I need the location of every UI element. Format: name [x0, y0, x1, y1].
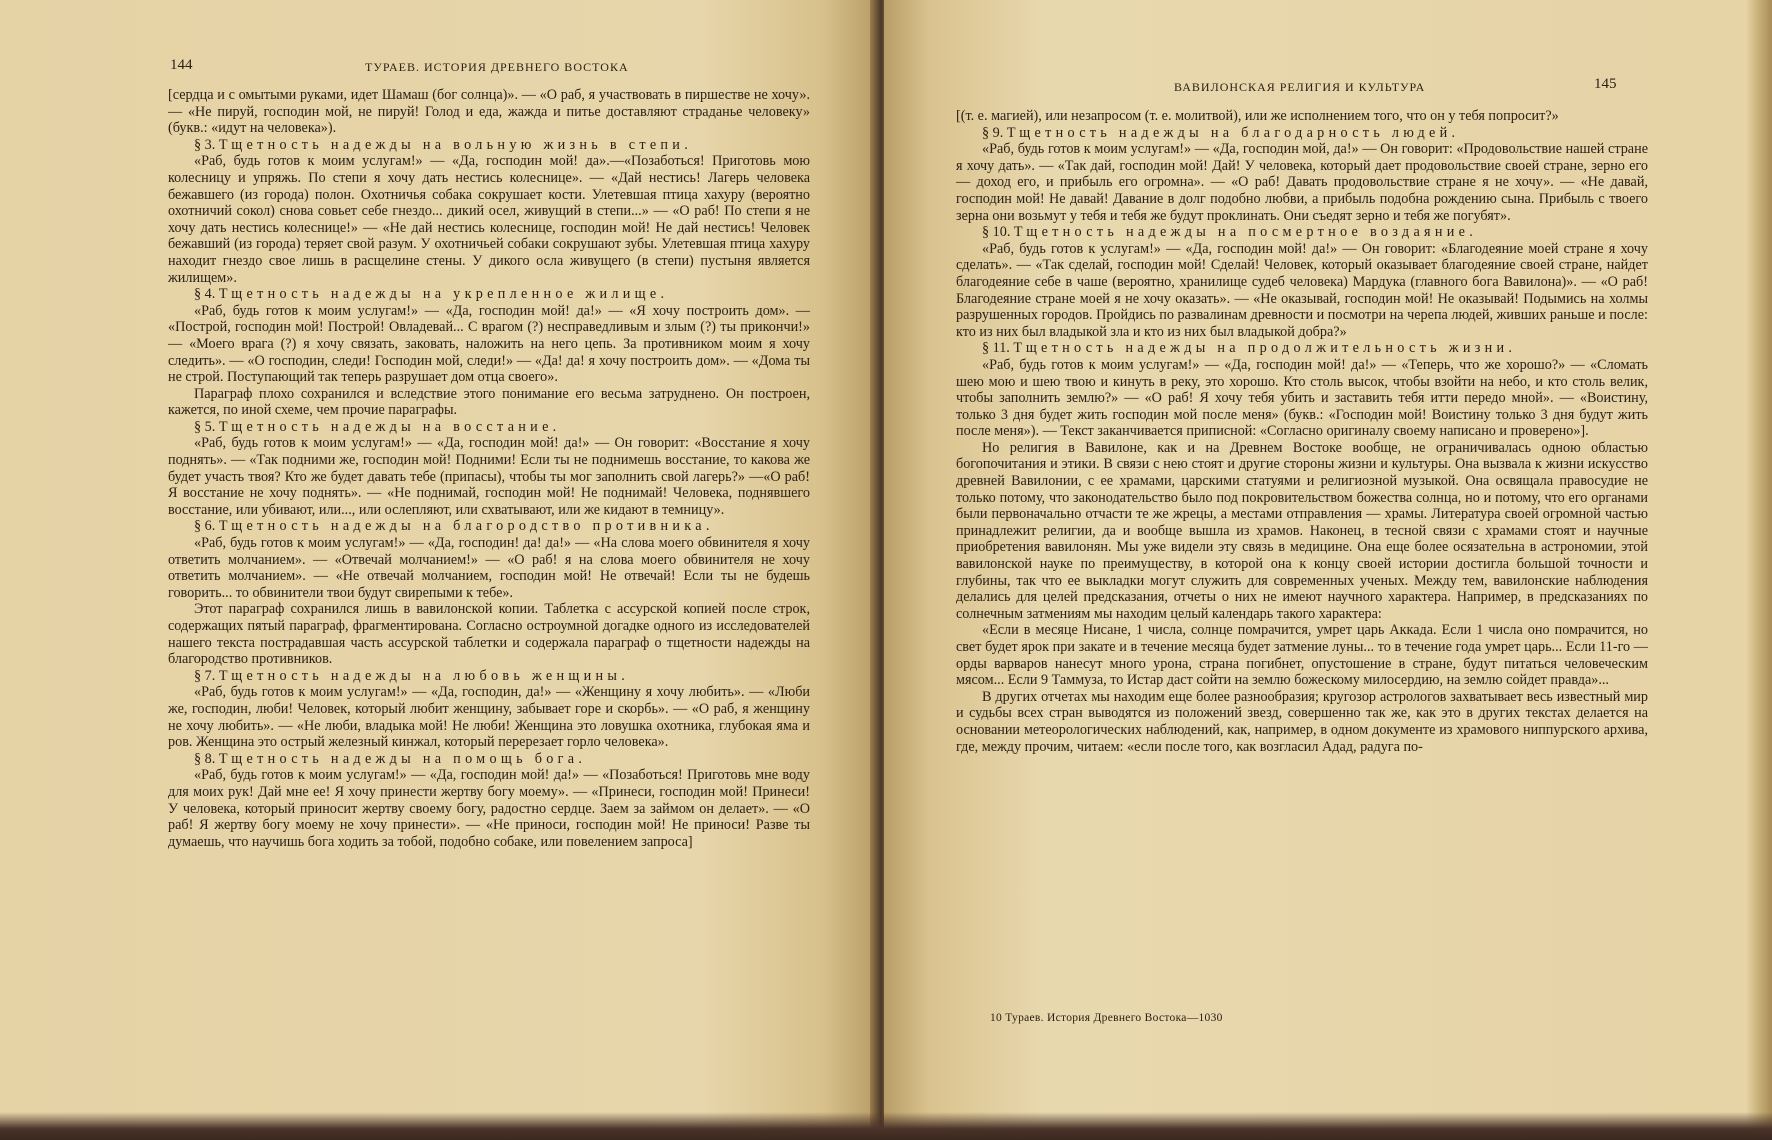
body-paragraph: «Раб, будь готов к моим услугам!» — «Да, господин мой! да!» — Он говорит: «Восстание я хочу поднять». — «Так подними же, господин мой! Подними! Если ты не поднимешь восстание, то какова же будет участь твоя? Кто же будет давать тебе (припасы), чтобы ты мог заполнить свой лагерь?» —«О раб! Я восстание не хочу поднять». — «Не поднимай, господин мой! Не поднимай! Человека, поднявшего восстание, или убивают, или..., или ослепляют, или схватывают, или же кидают в темницу».	[168, 435, 810, 518]
section-title: Тщетность надежды на посмертное воздаяние.	[1013, 224, 1478, 241]
body-paragraph: В других отчетах мы находим еще более разнообразия; кругозор астрологов захватывает весь известный мир и судьбы всех стран выводятся из положений звезд, совершенно так же, как это в других текстах делается на основании метеорологических наблюдений, как, например, в одном документе из храмового ниппурского архива, где, между прочим, читаем: «если после того, как возгласил Адад, радуга по-	[956, 688, 1648, 755]
section-title: Тщетность надежды на благодарность людей.	[1006, 124, 1460, 141]
body-paragraph: [(т. е. магией), или незапросом (т. е. молитвой), или же исполнением того, что он у тебя попросит?»	[956, 108, 1559, 124]
left-page	[0, 0, 876, 1140]
body-paragraph: Параграф плохо сохранился и вследствие этого понимание его весьма затруднено. Он построен, кажется, по иной схеме, чем прочие параграфы.	[168, 385, 810, 419]
body-paragraph: «Раб, будь готов к услугам!» — «Да, господин мой! да!» — Он говорит: «Благодеяние моей стране я хочу сделать». — «Так сделай, господин мой! Сделай! Человек, который оказывает благодеяние своей стране, найдет благодеяние себе в чаше (вероятно, хранилище судеб человека) Мардука (главного бога Вавилона)». — «О раб! Благодеяние стране моей я не хочу оказать». — «Не оказывай, господин мой! Не оказывай! Подымись на холмы разрушенных городов. Пройдись по развалинам древности и посмотри на черепа людей, живших раньше и после: кто из них был владыкой зла и кто из них был владыкой добра?»	[956, 240, 1648, 340]
section-heading	[168, 751, 810, 768]
section-title: Тщетность надежды на восстание.	[218, 418, 561, 435]
section-title: Тщетность надежды на помощь бога.	[218, 750, 587, 767]
body-paragraph: «Раб, будь готов к моим услугам!» — «Да, господин мой! да».—«Позаботься! Приготовь мою колесницу и упряжь. По степи я хочу дать нестись колеснице». — «Дай нестись! Лагерь человека бежавшего (из города) полон. Охотничья собака сокрушает кости. Улетевшая птица хахуру (вероятно охотничий сокол) снова совьет себе гнездо... дикий осел, живущий в степи...» — «О раб! По степи я не хочу дать нестись колеснице!» — «Не дай нестись колеснице, господин мой! Не дай нестись! Человек бежавший (из города) теряет свой разум. У охотничьей собаки сокрушают зубы. Улетевшая птица хахуру находит гнездо свое лишь в расщелине стены. У дикого осла живущего (в степи) пустыня является жилищем».	[168, 153, 810, 286]
section-heading	[168, 137, 810, 154]
body-paragraph: «Раб, будь готов к моим услугам!» — «Да, господин мой! да!» — «Теперь, что же хорошо?» — «Сломать шею мою и шею твою и кинуть в реку, это хорошо. Кто столь высок, чтобы взойти на небо, и кто столь велик, чтобы заполнить землю?» — «О раб! Я хочу тебя убить и заставить тебя итти передо мной». — «Воистину, только 3 дня будет жить господин мой после меня» (букв.: «Господин мой! Воистину только 3 дня будут жить после меня»). — Текст заканчивается приписной: «Согласно оригиналу своему написано и проверено»].	[956, 356, 1648, 440]
section-heading	[956, 340, 1648, 357]
section-heading	[956, 125, 1648, 142]
body-paragraph: «Если в месяце Нисане, 1 числа, солнце помрачится, умрет царь Аккада. Если 1 числа оно помрачится, но свет будет ярок при закате и в течение месяца будет затмение луны... то в течение года умрет царь... Если 11-го — орды варваров нанесут много урона, страна погибнет, опустошение в стране, будут питаться человеческим мясом... Если 9 Таммуза, то Истар даст сойти на землю божескому милосердию, на землю сойдет правда»...	[956, 622, 1648, 689]
section-number: § 9.	[982, 124, 1004, 141]
section-number: § 11.	[982, 340, 1010, 357]
section-heading	[168, 286, 810, 303]
section-heading	[168, 419, 810, 436]
right-page-text	[956, 108, 1648, 755]
right-page	[884, 0, 1772, 1140]
section-title: Тщетность надежды на вольную жизнь в степи.	[218, 136, 693, 153]
section-title: Тщетность надежды на продолжительность жизни.	[1013, 340, 1517, 357]
body-paragraph: «Раб, будь готов к моим услугам!» — «Да, господин мой! да!» — «Я хочу построить дом». — «Построй, господин мой! Построй! Овладевай... С врагом (?) несправедливым и злым (?) ты прикончи!» — «Моего врага (?) я хочу связать, заковать, наложить на него цепь. За противником моим я хочу следить». — «О господин, следи! Господин мой, следи!» — «Да! да! я хочу построить дом». — «Дома ты не строй. Поступающий так теперь разрушает дом отца своего».	[168, 302, 810, 386]
body-paragraph: [сердца и с омытыми руками, идет Шамаш (бог солнца)». — «О раб, я участвовать в пиршестве не хочу». — «Не пируй, господин мой, не пируй! Голод и еда, жажда и питье доставляют страданье человеку» (букв.: «идут на человека»).	[168, 87, 810, 137]
section-title: Тщетность надежды на укрепленное жилище.	[218, 286, 669, 303]
section-number: § 7.	[194, 667, 216, 684]
body-paragraph: «Раб, будь готов к моим услугам!» — «Да, господин мой! да!» — «Позаботься! Приготовь мне воду для моих рук! Дай мне ее! Я хочу принести жертву богу моему». — «Принеси, господин мой! Принеси! У человека, который приносит жертву своему богу, радостно сердце. Заем за займом он делает». — «О раб! Я жертву богу моему не хочу принести». — «Не приноси, господин мой! Не приноси! Разве ты думаешь, что научишь бога ходить за тобой, подобно собаке, или повелением запроса]	[168, 767, 810, 850]
body-paragraph: «Раб, будь готов к моим услугам!» — «Да, господин! да! да!» — «На слова моего обвинителя я хочу ответить молчанием». — «Отвечай молчанием!» — «О раб! я на слова моего обвинителя не хочу ответить молчанием». — «Не отвечай молчанием, господин мой! Не отвечай! Если ты не будешь говорить... то обвинители твои будут свирепыми к тебе».	[168, 535, 810, 601]
section-number: § 6.	[194, 518, 216, 535]
left-page-text	[168, 87, 810, 850]
section-title: Тщетность надежды на благородство противника.	[218, 518, 714, 535]
section-heading	[956, 224, 1648, 241]
body-paragraph: «Раб, будь готов к моим услугам!» — «Да, господин мой, да!» — Он говорит: «Продовольствие нашей стране я хочу дать». — «Так дай, господин мой! Дай! У человека, который дает продовольствие своей стране, зерно его — доход его, и прибыль его огромна». — «О раб! Давать продовольствие стране я не хочу». — «Не давай, господин мой! Не давай! Давание в долг подобно любви, а прибыль подобна рождению сына. Прибыль с твоего зерна они возьмут у тебя и тебя же будут проклинать. Они съедят зерно и тебя же погубят».	[956, 141, 1648, 224]
body-paragraph: Этот параграф сохранился лишь в вавилонской копии. Таблетка с ассурской копией после строк, содержащих пятый параграф, фрагментирована. Согласно остроумной догадке одного из исследователей нашего текста пострадавшая часть ассурской таблетки и содержала параграф о тщетности надежды на благородство противников.	[168, 601, 810, 668]
left-running-head: ТУРАЕВ. ИСТОРИЯ ДРЕВНЕГО ВОСТОКА	[365, 60, 629, 74]
section-number: § 4.	[194, 286, 216, 303]
section-number: § 5.	[194, 418, 216, 435]
right-running-head: ВАВИЛОНСКАЯ РЕЛИГИЯ И КУЛЬТУРА	[1174, 80, 1426, 94]
body-paragraph: Но религия в Вавилоне, как и на Древнем Востоке вообще, не ограничивалась одною областью богопочитания и этики. В связи с нею стоят и другие стороны жизни и культуры. Она вызвала к жизни искусство древней Вавилонии, с ее храмами, царскими статуями и религиозной музыкой. Она освящала правосудие не только потому, что законодательство было под покровительством божества солнца, но и потому, что его органами были первоначально отчасти те же жрецы, а местами отправления — храмы. Литература своей огромной частью принадлежит религии, да и вообще вышла из храмов. Наконец, в тесной связи с храмами стоят и научные приобретения вавилонян. Мы уже видели эту связь в медицине. Она еще более осязательна в астрономии, этой вавилонской науке по преимуществу, в которой она к концу своей истории достигла большой точности и глубины, так что ее выкладки могут служить для современных ученых. Между тем, вавилонские наблюдения делались для целей предсказания, отчеты о них не имеют научного характера. Например, в предсказаниях по солнечным затмениям мы находим целый календарь такого характера:	[956, 439, 1648, 622]
right-page-number: 145	[1594, 76, 1617, 92]
footnote: 10 Тураев. История Древнего Востока—1030	[990, 1012, 1223, 1024]
section-heading	[168, 668, 810, 685]
section-number: § 8.	[194, 750, 216, 767]
section-number: § 3.	[194, 136, 216, 153]
body-paragraph: «Раб, будь готов к моим услугам!» — «Да, господин, да!» — «Женщину я хочу любить». — «Люби же, господин, люби! Человек, который любит женщину, забывает горе и скорбь». — «О раб, я женщину не хочу любить». — «Не люби, владыка мой! Не люби! Женщина это ловушка охотника, глубокая яма и ров. Женщина это острый железный кинжал, который перерезает горло человека».	[168, 684, 810, 751]
section-number: § 10.	[982, 224, 1011, 241]
section-title: Тщетность надежды на любовь женщины.	[218, 667, 630, 684]
section-heading	[168, 518, 810, 535]
left-page-number: 144	[170, 57, 193, 73]
page-edge-bottom	[0, 1112, 1772, 1140]
page-edge-right	[1746, 0, 1772, 1140]
